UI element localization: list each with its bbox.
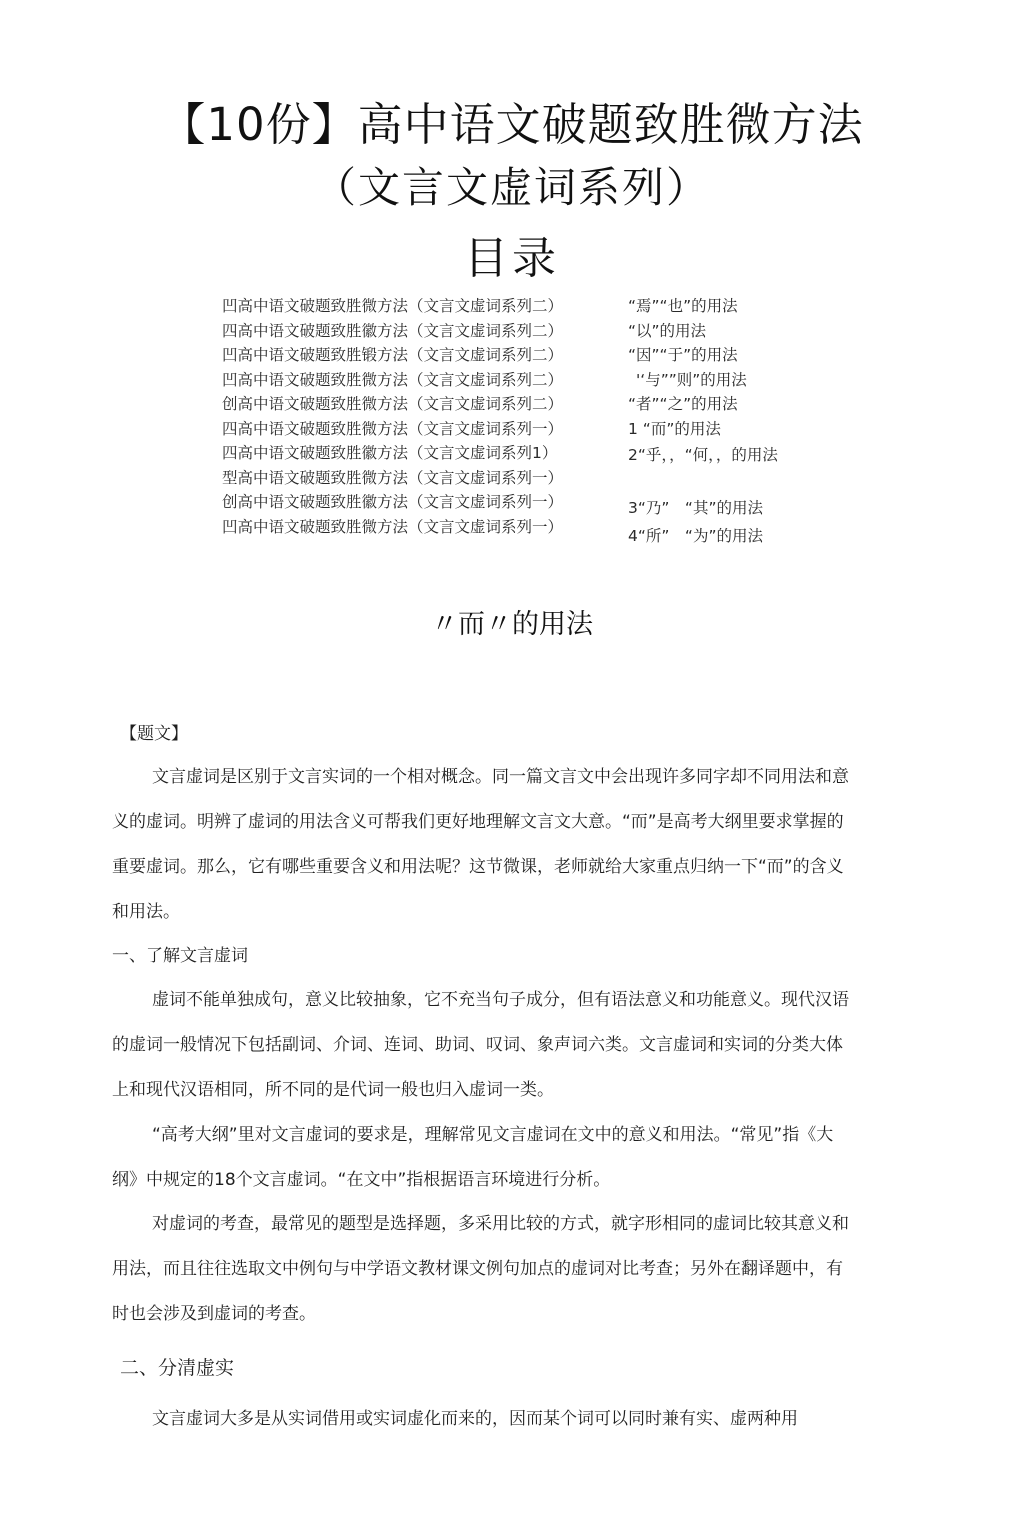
toc-entry-title: 凹高中语文破题致胜微方法（文言文虚词系列二） [222, 297, 564, 315]
label-tiwen: 【题文】 [120, 724, 188, 744]
toc-entry-title: 创高中语文破题致胜微方法（文言文虚词系列二） [222, 395, 564, 413]
paragraph-distinguish: 文言虚词大多是从实词借用或实词虚化而来的，因而某个词可以同时兼有实、虚两种用 [152, 1409, 798, 1429]
toc-entry-title: 凹高中语文破题致胜微方法（文言文虚词系列二） [222, 371, 564, 389]
toc-entry-topic: “因”“于”的用法 [628, 346, 738, 364]
section-heading: 〃而〃的用法 [431, 609, 593, 640]
heading-understand-function-words: 一、了解文言虚词 [112, 946, 248, 966]
toc-entry-topic: 3“乃” “其”的用法 [628, 499, 763, 517]
document-subtitle: （文言文虚词系列） [313, 163, 710, 212]
toc-entry-topic: 4“所” “为”的用法 [628, 527, 763, 545]
toc-entry-title: 四高中语文破题致胜微方法（文言文虚词系列一） [222, 420, 564, 438]
document-title: 【10份】高中语文破题致胜微方法 [160, 98, 864, 151]
heading-distinguish: 二、分清虚实 [120, 1357, 235, 1379]
paragraph-intro: 文言虚词是区别于文言实词的一个相对概念。同一篇文言文中会出现许多同字却不同用法和意义的虚词。明辨了虚词的用法含义可帮我们更好地理解文言文大意。“而”是高考大纲里要求掌握的重要虚词。那么，它有哪些重要含义和用法呢？这节微课，老师就给大家重点归纳一下“而”的含义和用法。 [112, 767, 849, 922]
toc-entry-topic: 2“乎，，“何，，的用法 [628, 446, 778, 464]
toc-heading: 目录 [464, 233, 560, 284]
toc-entry-title: 四高中语文破题致胜徽方法（文言文虚词系列二） [222, 322, 564, 340]
toc-entry-topic: “以”的用法 [628, 322, 707, 340]
toc-entry-title: 凹高中语文破题致胜锻方法（文言文虚词系列二） [222, 346, 564, 364]
toc-entry-title: 型高中语文破题致胜微方法（文言文虚词系列一） [222, 469, 564, 487]
paragraph-exam-format: 对虚词的考查，最常见的题型是选择题，多采用比较的方式，就字形相同的虚词比较其意义和用法，而且往往选取文中例句与中学语文教材课文例句加点的虚词对比考查；另外在翻译题中，有时也会涉及到虚词的考查。 [112, 1214, 849, 1324]
toc-entry-title: 创高中语文破题致胜徽方法（文言文虚词系列一） [222, 493, 564, 511]
paragraph-exam-outline: “高考大纲”里对文言虚词的要求是，理解常见文言虚词在文中的意义和用法。“常见”指《大纲》中规定的18个文言虚词。“在文中”指根据语言环境进行分析。 [112, 1125, 834, 1190]
toc-entry-topic: '‘与””则”的用法 [636, 371, 747, 389]
toc-entry-topic: 1 “而”的用法 [628, 420, 721, 438]
toc-entry-title: 四高中语文破题致胜徽方法（文言文虚词系列1） [222, 444, 558, 462]
paragraph-function-words: 虚词不能单独成句，意义比较抽象，它不充当句子成分，但有语法意义和功能意义。现代汉语的虚词一般情况下包括副词、介词、连词、助词、叹词、象声词六类。文言虚词和实词的分类大体上和现代汉语相同，所不同的是代词一般也归入虚词一类。 [112, 990, 849, 1100]
toc-entry-title: 凹高中语文破题致胜微方法（文言文虚词系列一） [222, 518, 564, 536]
toc-entry-topic: “焉”“也”的用法 [628, 297, 738, 315]
toc-entry-topic: “者”“之”的用法 [628, 395, 738, 413]
